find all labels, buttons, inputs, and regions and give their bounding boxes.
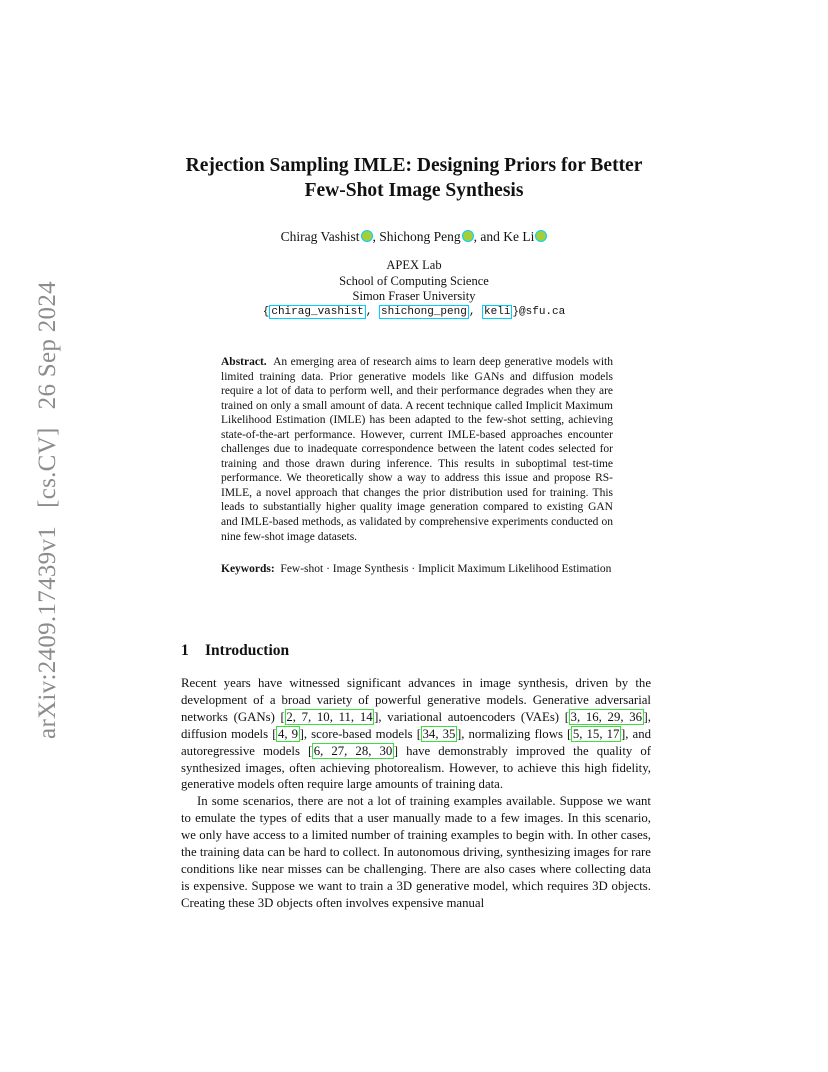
email-link[interactable]: shichong_peng [380,305,467,318]
text-run: Recent years have witnessed significant advances in image synthesis, driven by the development of a broad variety of powerful generative models. Generative adversarial networks (GANs) [181,676,651,724]
affiliation-lab: APEX Lab [386,258,442,272]
citation-link[interactable]: 34, 35 [422,726,456,741]
citation-link[interactable]: 2, 7, 10, 11, 14 [286,709,373,724]
paragraph: Recent years have witnessed significant advances in image synthesis, driven by the development of a broad variety of powerful generative models. Generative adversarial networks (GANs) [ 2, 7, 10, 11, 14 ], variational autoencoders (VAEs) [ 3, 16, 29, 36 ], diffusion models [ 4, 9 ], score-based models [ 34, 35 ], normalizing flows [ 5, 15, 17 ], and autoregressive models [ 6, 27, 28, 30 ] have demonstrably improved the quality of synthesized images, often achieving photorealism. However, to achieve this high fidelity, generative models often require large amounts of training data. [181,676,652,792]
author-list: Chirag Vashist , Shichong Peng , and Ke Li [0,229,828,245]
citation-link[interactable]: 4, 9 [277,726,299,741]
orcid-icon[interactable] [462,230,474,242]
affiliation-block [0,258,828,320]
email-domain: @sfu.ca [519,305,566,318]
paragraph: In some scenarios, there are not a lot of training examples available. Suppose we want to emulate the types of edits that a user manually made to a few images. In this scenario, we only have access to a limited number of training examples to begin with. In other cases, the training data can be hard to collect. In autonomous driving, synthesizing images for rare conditions like near misses can be challenging. There are also cases where collecting data is expensive. Suppose we want to train a 3D generative model, which requires 3D objects. Creating these 3D objects often involves expensive manual [181,794,651,910]
arxiv-date: 26 Sep 2024 [34,281,61,410]
author-emails: { chirag_vashist , shichong_peng , keli }@sfu.ca [262,305,566,318]
keywords-label: Keywords: [221,563,275,575]
abstract [221,355,613,544]
abstract-text: An emerging area of research aims to learn deep generative models with limited training data. Prior generative models like GANs and diffusion models require a lot of data to perform well, and their performance degrades when they are trained on only a small amount of data. A recent technique called Implicit Maximum Likelihood Estimation (IMLE) has been adapted to the few-shot setting, achieving state-of-the-art performance. However, current IMLE-based approaches encounter challenges due to inadequate correspondence between the latent codes selected for training and those drawn during inference. This results in suboptimal test-time performance. We theoretically show a way to address this issue and propose RS-IMLE, a novel approach that changes the prior distribution used for training. This leads to substantially higher quality image generation compared to existing GAN and IMLE-based methods, as validated by comprehensive experiments conducted on nine few-shot image datasets. [221,356,613,543]
orcid-icon[interactable] [361,230,373,242]
orcid-icon[interactable] [535,230,547,242]
text-run: , diffusion models [181,709,651,741]
arxiv-id: arXiv:2409.17439v1 [34,525,61,739]
section-heading [181,642,289,660]
abstract-label: Abstract. [221,356,267,368]
title-line-2: Few-Shot Image Synthesis [304,180,524,201]
citation-link[interactable]: 3, 16, 29, 36 [570,709,643,724]
citation-link[interactable]: 6, 27, 28, 30 [313,743,393,758]
arxiv-stamp [34,281,62,739]
arxiv-category: [cs.CV] [34,427,61,508]
author-name: , and Ke Li [473,229,535,244]
author-name: Shichong Peng [379,229,461,244]
section-number: 1 [181,642,189,659]
keywords-text: Few-shot · Image Synthesis · Implicit Maximum Likelihood Estimation [280,563,612,575]
section-title: Introduction [205,642,290,659]
affiliation-university: Simon Fraser University [352,289,476,303]
email-link[interactable]: chirag_vashist [271,305,364,318]
title-line-1: Rejection Sampling IMLE: Designing Priors for Better [185,155,643,176]
paper-title [120,153,708,203]
text-run: , score-based models [303,726,417,741]
text-run: have demonstrably improved the quality of synthesized images, often achieving photorealism. However, to achieve this high fidelity, generative models often require large amounts of training data. [181,743,652,792]
affiliation-school: School of Computing Science [339,273,489,288]
text-run: , variational autoencoders (VAEs) [378,709,565,724]
citation-link[interactable]: 5, 15, 17 [572,726,620,741]
text-run: , and autoregressive models [181,726,651,758]
introduction-body [181,675,651,912]
text-run: , normalizing flows [461,726,568,741]
keywords [221,562,613,577]
email-link[interactable]: keli [484,305,511,318]
author-name: Chirag Vashist [280,229,360,244]
